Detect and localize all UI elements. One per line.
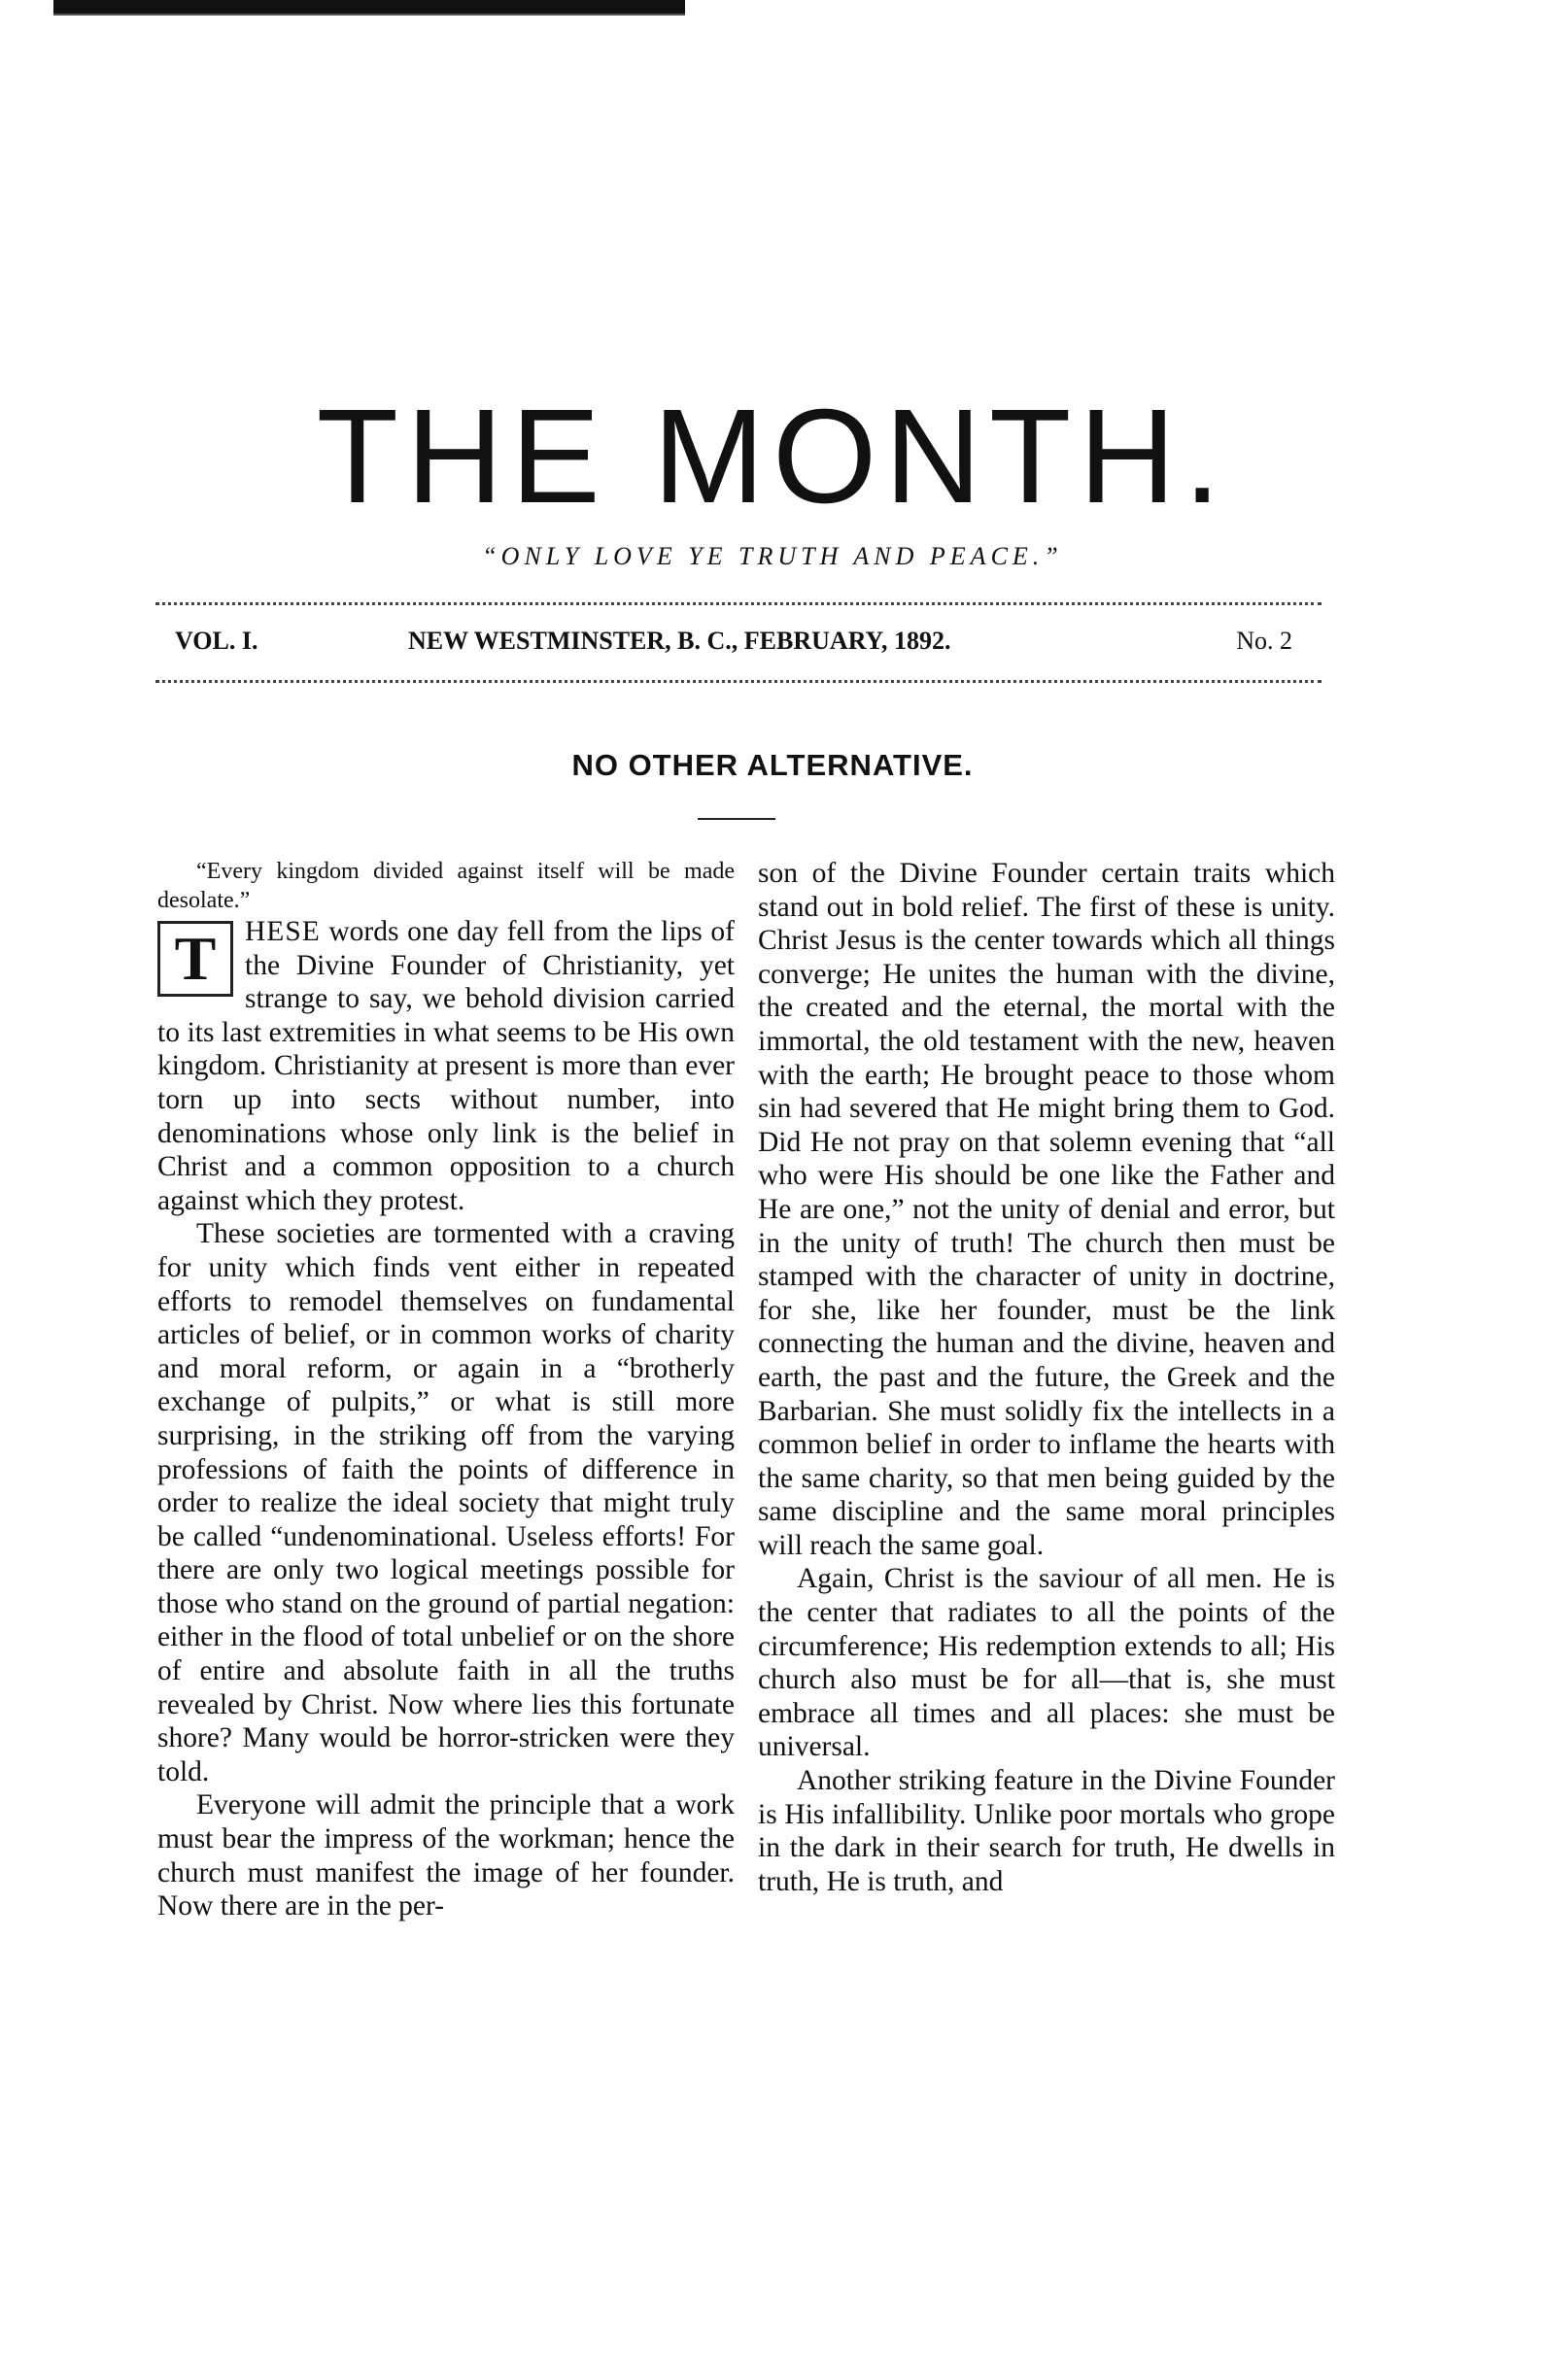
article-paragraph-1: [157, 915, 735, 1217]
paragraph-1-text: words one day fell from the lips of the Divine Founder of Christianity, yet strange to say, we behold division carried to its last extremities in what seems to be His own kingdom. Christianity at present is more than ever torn up into sects without number, into denominations whose only link is the belief in Christ and a common opposition to a church against which they protest.: [157, 916, 735, 1216]
article-paragraph-2: These societies are tormented with a craving for unity which finds vent either in repeated efforts to remodel themselves on fundamental articles of belief, or in common works of charity and moral reform, or again in a “brotherly exchange of pulpits,” or what is still more surprising, in the striking off from the varying professions of faith the points of difference in order to realize the ideal society that might truly be called “undenominational. Useless efforts! For there are only two logical meetings possible for those who stand on the ground of partial negation: either in the flood of total unbelief or on the shore of entire and absolute faith in all the truths revealed by Christ. Now where lies this fortunate shore? Many would be horror-stricken were they told.: [157, 1218, 735, 1787]
place-date-label: NEW WESTMINSTER, B. C., FEBRUARY, 1892.: [408, 627, 951, 655]
drop-cap-ornament: [157, 921, 233, 997]
lead-capitals: HESE: [245, 916, 321, 947]
article-paragraph-6: Another striking feature in the Divine Founder is His infallibility. Unlike poor mortals who grope in the dark in their search for truth, He dwells in truth, He is truth, and: [758, 1765, 1335, 1897]
article-title: NO OTHER ALTERNATIVE.: [571, 748, 974, 782]
dateline: [175, 627, 1292, 665]
article-paragraph-3: Everyone will admit the principle that a work must bear the impress of the workman; hence the church must manifest the image of her founder. Now there are in the per-: [157, 1789, 735, 1922]
left-column: [157, 857, 735, 1923]
title-divider: [698, 818, 775, 820]
dateline-top-rule: [155, 602, 1322, 605]
article-paragraph-4: son of the Divine Founder certain traits which stand out in bold relief. The first of these is unity. Christ Jesus is the center towards which all things converge; He unites the human with the divine, the created and the eternal, the mortal with the immortal, the old testament with the new, heaven with the earth; He brought peace to those whom sin had severed that He might bring them to God. Did He not pray on that solemn evening that “all who were His should be one like the Father and He are one,” not the unity of denial and error, but in the unity of truth! The church then must be stamped with the character of unity in doctrine, for she, like her founder, must be the link connecting the human and the divine, heaven and earth, the past and the future, the Greek and the Barbarian. She must solidly fix the intellects in a common belief in order to inflame the hearts with the same charity, so that men being guided by the same discipline and the same moral principles will reach the same goal.: [758, 858, 1335, 1561]
masthead-motto: “ONLY LOVE YE TRUTH AND PEACE.”: [482, 542, 1063, 570]
dateline-bottom-rule: [155, 680, 1322, 683]
epigraph: “Every kingdom divided against itself will be made desolate.”: [157, 859, 735, 913]
drop-cap-letter: T: [174, 924, 217, 993]
article-paragraph-5: Again, Christ is the saviour of all men. He is the center that radiates to all the points of the circumference; His redemption extends to all; His church also must be for all—that is, she must embrace all times and all places: she must be universal.: [758, 1563, 1335, 1763]
volume-label: VOL. I.: [175, 627, 258, 655]
top-border-bar: [53, 0, 685, 14]
issue-number-label: No. 2: [1236, 627, 1292, 655]
top-border-line: [53, 14, 685, 16]
right-column: [758, 857, 1335, 1898]
masthead-title: THE MONTH.: [316, 382, 1229, 531]
